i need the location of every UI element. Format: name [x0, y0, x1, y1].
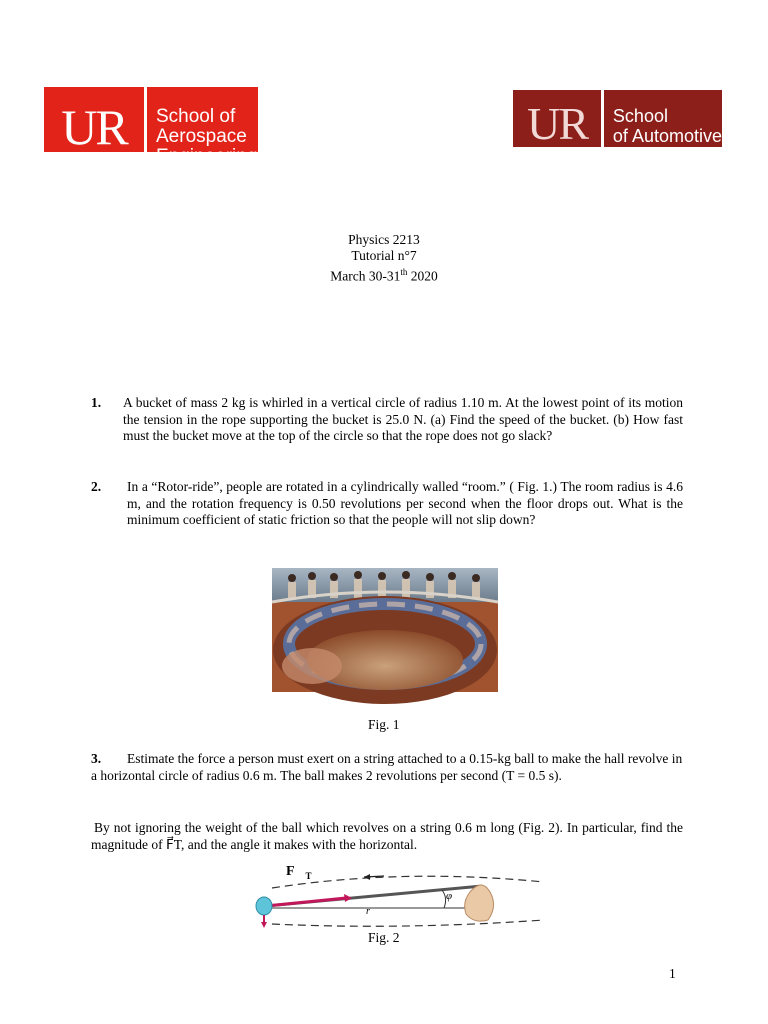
tutorial-date: March 30-31th 2020	[330, 267, 438, 284]
angle-label: φ	[446, 890, 453, 902]
logo-mark: UR	[61, 99, 127, 155]
school-logo-left	[44, 87, 258, 167]
tutorial-number: Tutorial n°7	[351, 248, 417, 263]
question-number: 2.	[91, 479, 102, 494]
school-logo-right	[513, 90, 722, 147]
logo-line: School	[612, 106, 668, 126]
logo-line: Aerospace	[156, 126, 247, 147]
page-number: 1	[669, 966, 676, 981]
question-text: Estimate the force a person must exert on a string attached to a 0.15-kg ball to make the hall revolve in a horizontal circle of radius 0.6 m. The ball makes 2 revolutions per second (T = 0.5 s).	[91, 751, 683, 783]
logo-line: of Automotive	[612, 126, 722, 146]
figure-caption: Fig. 1	[368, 717, 400, 732]
logo-text	[604, 90, 722, 147]
question-followup: By not ignoring the weight of the ball which revolves on a string 0.6 m long (Fig. 2). In particular, find the magnitude of F⃗T, and the angle it makes with the horizontal.	[91, 820, 683, 852]
logo-line: Engineering	[156, 146, 258, 167]
figure-caption: Fig. 2	[368, 930, 400, 945]
force-label: $F⃗_T$	[286, 864, 312, 881]
logo-text	[147, 87, 258, 167]
question-number: 3.	[91, 751, 102, 766]
rotor-ride-photo	[272, 568, 498, 692]
logo-mark: UR	[527, 98, 588, 149]
ball-string-diagram	[252, 862, 548, 932]
logo-line: School of	[156, 106, 236, 127]
radius-label: r	[366, 906, 370, 917]
question-number: 1.	[91, 395, 102, 410]
course-title: Physics 2213	[348, 232, 420, 247]
document-header	[0, 232, 768, 285]
question-text: In a “Rotor-ride”, people are rotated in a cylindrically walled “room.” ( Fig. 1.) The room radius is 4.6 m, and the rotation frequency is 0.50 revolutions per second when the floor drops out. What is the minimum coefficient of static friction so that the people will not slip down?	[127, 479, 683, 527]
question-text: A bucket of mass 2 kg is whirled in a vertical circle of radius 1.10 m. At the lowest point of its motion the tension in the rope supporting the bucket is 25.0 N. (a) Find the speed of the bucket. (b) How fast must the bucket move at the top of the circle so that the rope does not go slack?	[123, 395, 683, 443]
